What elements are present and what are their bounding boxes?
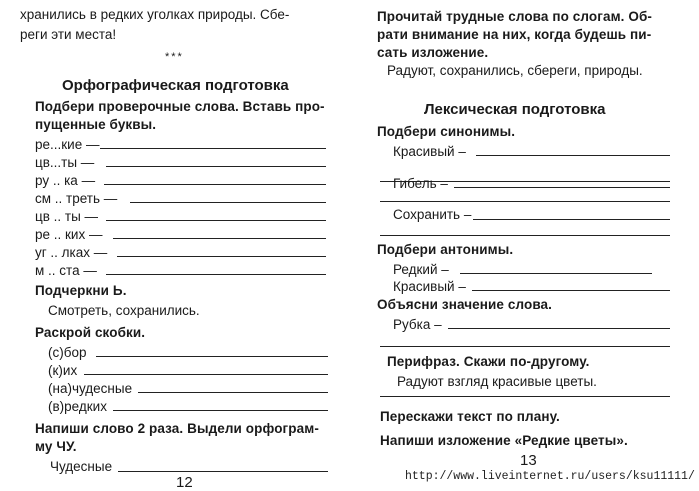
antonym-answer-line-2[interactable] [472, 290, 670, 291]
bracket-answer-line-4[interactable] [113, 410, 328, 411]
page-number-left: 12 [176, 474, 193, 491]
task-title-write-twice-line-2: му ЧУ. [35, 439, 77, 454]
antonym-word-2: Красивый – [393, 279, 466, 294]
task-title-periphrase: Перифраз. Скажи по-другому. [387, 354, 590, 369]
answer-line-3[interactable] [104, 184, 326, 185]
bracket-answer-line-1[interactable] [96, 356, 328, 357]
synonym-answer-line-3b[interactable] [380, 235, 670, 236]
task-title-essay: Напиши изложение «Редкие цветы». [380, 433, 628, 448]
source-url-watermark: http://www.liveinternet.ru/users/ksu11111/ [405, 470, 695, 483]
section-title-orthography: Орфографическая подготовка [62, 77, 289, 94]
task-title-meaning: Объясни значение слова. [377, 297, 553, 312]
bracket-answer-line-2[interactable] [84, 374, 328, 375]
answer-line-8[interactable] [106, 274, 326, 275]
synonym-answer-line-2b[interactable] [380, 201, 670, 202]
task-title-read-syllables-line-1: Прочитай трудные слова по слогам. Об- [377, 9, 653, 24]
task-word-chudesnye: Чудесные [50, 459, 113, 474]
word-item-5: цв .. ты — [35, 209, 99, 224]
write-twice-answer-line[interactable] [118, 471, 328, 472]
task-title-open-brackets: Раскрой скобки. [35, 325, 146, 340]
task-title-write-twice-line-1: Напиши слово 2 раза. Выдели орфограм- [35, 421, 319, 436]
task-title-antonyms: Подбери антонимы. [377, 242, 514, 257]
periphrase-text: Радуют взгляд красивые цветы. [397, 374, 597, 389]
bracket-answer-line-3[interactable] [138, 392, 328, 393]
answer-line-2[interactable] [106, 166, 326, 167]
word-item-4: см .. треть — [35, 191, 118, 206]
intro-text-line-2: реги эти места! [20, 27, 117, 42]
difficult-words-list: Радуют, сохранились, сбереги, природы. [387, 63, 643, 78]
synonym-word-2: Гибель – [393, 176, 448, 191]
task-title-underline-soft-sign: Подчеркни Ь. [35, 283, 127, 298]
task-title-retell: Перескажи текст по плану. [380, 409, 560, 424]
bracket-item-1: (с)бор [48, 345, 87, 360]
right-page [350, 0, 699, 491]
bracket-item-3: (на)чудесные [48, 381, 133, 396]
antonym-answer-line-1[interactable] [460, 273, 652, 274]
bracket-item-2: (к)их [48, 363, 78, 378]
antonym-word-1: Редкий – [393, 262, 449, 277]
word-item-8: м .. ста — [35, 263, 97, 278]
task-title-synonyms: Подбери синонимы. [377, 124, 516, 139]
answer-line-1[interactable] [100, 148, 326, 149]
word-item-3: ру .. ка — [35, 173, 96, 188]
meaning-answer-line-2[interactable] [380, 346, 670, 347]
answer-line-5[interactable] [106, 220, 326, 221]
answer-line-6[interactable] [113, 238, 326, 239]
word-item-1: ре...кие — [35, 137, 100, 152]
synonym-word-3: Сохранить – [393, 207, 472, 222]
task-title-read-syllables-line-3: сать изложение. [377, 45, 489, 60]
bracket-item-4: (в)редких [48, 399, 107, 414]
word-item-2: цв...ты — [35, 155, 95, 170]
task-title-check-words-line-1: Подбери проверочные слова. Вставь про- [35, 99, 325, 114]
task-title-read-syllables-line-2: рати внимание на них, когда будешь пи- [377, 27, 652, 42]
section-divider-stars: *** [165, 51, 184, 63]
answer-line-7[interactable] [117, 256, 326, 257]
meaning-word-rubka: Рубка – [393, 317, 442, 332]
meaning-answer-line-1[interactable] [448, 328, 670, 329]
task-title-check-words-line-2: пущенные буквы. [35, 117, 157, 132]
answer-line-4[interactable] [130, 202, 326, 203]
task-text-underline: Смотреть, сохранились. [48, 303, 200, 318]
synonym-answer-line-3a[interactable] [473, 219, 670, 220]
synonym-word-1: Красивый – [393, 144, 466, 159]
synonym-answer-line-1a[interactable] [476, 155, 670, 156]
section-title-lexical: Лексическая подготовка [424, 101, 606, 118]
periphrase-answer-line[interactable] [380, 396, 670, 397]
word-item-6: ре .. ких — [35, 227, 103, 242]
synonym-answer-line-2a[interactable] [454, 187, 670, 188]
page-number-right: 13 [520, 452, 537, 469]
word-item-7: уг .. лках — [35, 245, 108, 260]
intro-text-line-1: хранились в редких уголках природы. Сбе- [20, 7, 290, 22]
